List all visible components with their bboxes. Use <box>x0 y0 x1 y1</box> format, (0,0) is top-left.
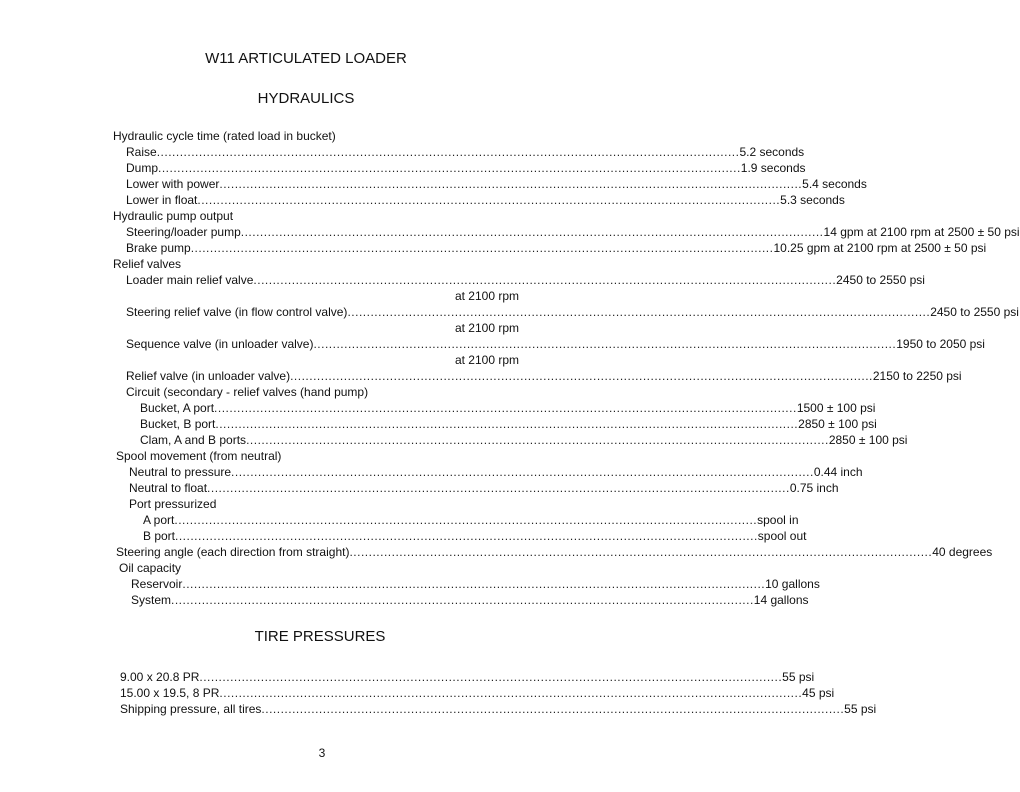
spec-value: 10.25 gpm at 2100 rpm at 2500 ± 50 psi <box>773 241 987 255</box>
spec-row <box>126 369 962 384</box>
relief-valves-label: Relief valves <box>113 257 182 271</box>
spec-value-cont: at 2100 rpm <box>454 321 519 335</box>
spec-label: Brake pump <box>126 241 191 255</box>
spec-value: 2450 to 2550 psi <box>836 273 925 287</box>
spec-row <box>131 577 820 592</box>
spec-label: Shipping pressure, all tires <box>120 702 262 716</box>
spec-label: Steering relief valve (in flow control valve) <box>126 305 348 319</box>
dot-leader: ........................................................................................................................................................ <box>246 433 829 447</box>
dot-leader: ........................................................................................................................................................ <box>207 481 790 495</box>
spec-value: 2150 to 2250 psi <box>872 369 962 383</box>
spec-value: 55 psi <box>844 702 877 716</box>
oil-capacity-label: Oil capacity <box>119 561 182 575</box>
dot-leader: ........................................................................................................................................................ <box>253 273 837 287</box>
spec-label: B port <box>143 529 176 543</box>
document-title: W11 ARTICULATED LOADER <box>205 50 407 67</box>
spec-value: spool out <box>757 529 807 543</box>
spec-row <box>140 417 877 432</box>
spec-row <box>116 545 993 560</box>
dot-leader: ........................................................................................................................................................ <box>261 702 845 716</box>
spec-row <box>120 702 877 717</box>
dot-leader: ........................................................................................................................................................ <box>215 417 799 431</box>
spec-label: Lower with power <box>126 177 220 191</box>
spec-row <box>126 145 805 160</box>
spec-label: Steering angle (each direction from straight) <box>116 545 350 559</box>
spec-value: 2450 to 2550 psi <box>930 305 1019 319</box>
dot-leader: ........................................................................................................................................................ <box>175 529 758 543</box>
spec-row <box>143 513 799 528</box>
spec-label: A port <box>143 513 175 527</box>
tire-pressures-heading: TIRE PRESSURES <box>254 628 386 645</box>
spec-label: Dump <box>126 161 159 175</box>
spec-value: spool in <box>757 513 799 527</box>
spec-row <box>126 241 987 256</box>
spec-label: Neutral to float <box>129 481 208 495</box>
spec-row <box>126 337 985 352</box>
cycle-time-label: Hydraulic cycle time (rated load in bucket) <box>113 129 336 143</box>
spec-value: 40 degrees <box>932 545 993 559</box>
dot-leader: ........................................................................................................................................................ <box>158 161 741 175</box>
dot-leader: ........................................................................................................................................................ <box>240 225 824 239</box>
spec-label: Sequence valve (in unloader valve) <box>126 337 314 351</box>
spec-value: 0.44 inch <box>813 465 863 479</box>
spec-row <box>126 193 845 208</box>
spec-label: Bucket, B port <box>140 417 216 431</box>
spec-label: Lower in float <box>126 193 198 207</box>
spec-label: Raise <box>126 145 157 159</box>
port-pressurized-label: Port pressurized <box>129 497 217 511</box>
dot-leader: ........................................................................................................................................................ <box>219 177 803 191</box>
dot-leader: ........................................................................................................................................................ <box>349 545 933 559</box>
dot-leader: ........................................................................................................................................................ <box>171 593 754 607</box>
spec-row <box>126 177 867 192</box>
spec-value: 10 gallons <box>765 577 820 591</box>
spec-value: 55 psi <box>782 670 815 684</box>
page-number: 3 <box>318 746 326 760</box>
spec-row <box>126 273 925 288</box>
spool-movement-label: Spool movement (from neutral) <box>116 449 282 463</box>
spec-value-cont: at 2100 rpm <box>454 353 519 367</box>
spec-value: 5.3 seconds <box>780 193 845 207</box>
dot-leader: ........................................................................................................................................................ <box>174 513 758 527</box>
spec-label: 15.00 x 19.5, 8 PR <box>120 686 220 700</box>
dot-leader: ........................................................................................................................................................ <box>290 369 873 383</box>
dot-leader: ........................................................................................................................................................ <box>199 670 783 684</box>
spec-row <box>140 401 876 416</box>
spec-row <box>140 433 908 448</box>
dot-leader: ........................................................................................................................................................ <box>231 465 814 479</box>
spec-value: 5.2 seconds <box>739 145 805 159</box>
spec-label: Steering/loader pump <box>126 225 241 239</box>
spec-value: 2850 ± 100 psi <box>798 417 877 431</box>
spec-value: 14 gpm at 2100 rpm at 2500 ± 50 psi <box>823 225 1020 239</box>
spec-value: 2850 ± 100 psi <box>828 433 908 447</box>
spec-row <box>143 529 807 544</box>
spec-row <box>129 481 839 496</box>
spec-label: Reservoir <box>131 577 183 591</box>
dot-leader: ........................................................................................................................................................ <box>219 686 803 700</box>
spec-value-cont: at 2100 rpm <box>454 289 519 303</box>
spec-value: 45 psi <box>802 686 835 700</box>
spec-label: Relief valve (in unloader valve) <box>126 369 291 383</box>
circuit-label: Circuit (secondary - relief valves (hand pump) <box>126 385 369 399</box>
spec-row <box>126 225 1020 240</box>
spec-label: System <box>131 593 172 607</box>
dot-leader: ........................................................................................................................................................ <box>190 241 774 255</box>
pump-output-label: Hydraulic pump output <box>113 209 234 223</box>
dot-leader: ........................................................................................................................................................ <box>347 305 931 319</box>
spec-label: Bucket, A port <box>140 401 215 415</box>
spec-value: 1.9 seconds <box>740 161 806 175</box>
spec-row <box>126 161 806 176</box>
spec-row <box>126 305 1019 320</box>
spec-label: 9.00 x 20.8 PR <box>120 670 200 684</box>
spec-row <box>120 670 815 685</box>
spec-value: 5.4 seconds <box>802 177 867 191</box>
dot-leader: ........................................................................................................................................................ <box>182 577 766 591</box>
spec-value: 14 gallons <box>753 593 809 607</box>
spec-value: 1950 to 2050 psi <box>896 337 985 351</box>
spec-row <box>120 686 835 701</box>
spec-label: Loader main relief valve <box>126 273 254 287</box>
spec-label: Neutral to pressure <box>129 465 232 479</box>
dot-leader: ........................................................................................................................................................ <box>313 337 897 351</box>
spec-value: 0.75 inch <box>789 481 839 495</box>
spec-row <box>131 593 809 608</box>
dot-leader: ........................................................................................................................................................ <box>156 145 740 159</box>
dot-leader: ........................................................................................................................................................ <box>197 193 781 207</box>
spec-label: Clam, A and B ports <box>140 433 247 447</box>
spec-row <box>129 465 863 480</box>
dot-leader: ........................................................................................................................................................ <box>214 401 797 415</box>
spec-value: 1500 ± 100 psi <box>796 401 876 415</box>
hydraulics-heading: HYDRAULICS <box>257 90 355 107</box>
